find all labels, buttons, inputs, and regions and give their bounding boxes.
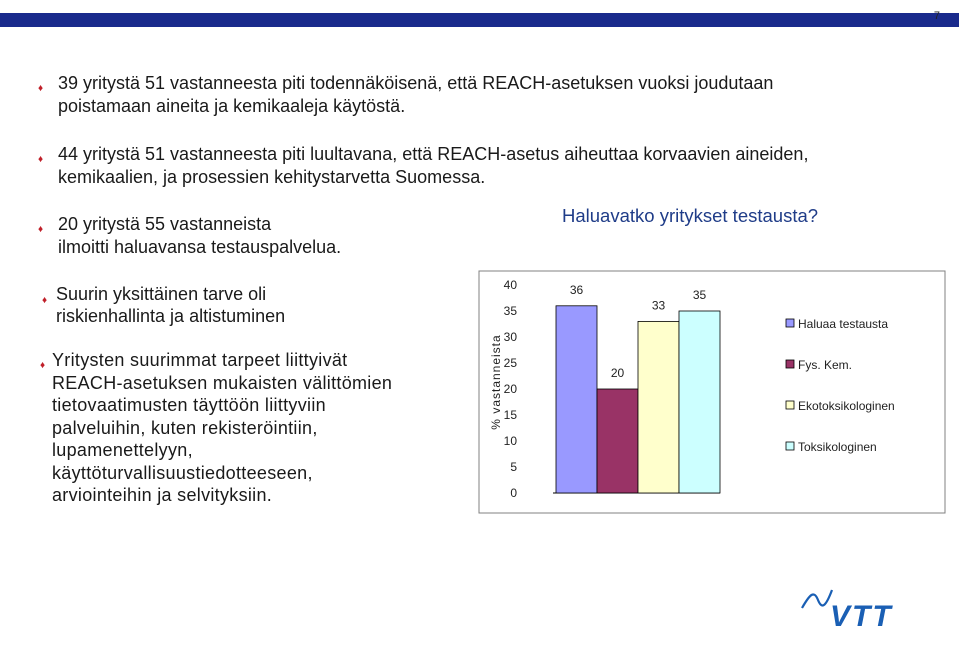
data-label: 20 bbox=[610, 366, 625, 380]
diamond-bullet-icon: ♦ bbox=[38, 154, 44, 165]
data-label: 36 bbox=[569, 282, 584, 297]
chart-title: Haluavatko yritykset testausta? bbox=[562, 205, 819, 226]
legend-swatch bbox=[786, 360, 794, 368]
y-tick-label: 20 bbox=[503, 382, 517, 396]
bullet-item: ♦ Yritysten suurimmat tarpeet liittyivät REACH-asetuksen mukaisten välittömien tietovaatimusten täyttöön liittyviin palveluihin, kuten rekisteröintiin, lupamenettelyyn, käyttöturvallisuustiedotteeseen, arviointeihin ja selvityksiin. bbox=[40, 350, 393, 505]
y-tick-label: 25 bbox=[503, 356, 517, 370]
diamond-bullet-icon: ♦ bbox=[38, 83, 44, 94]
bar bbox=[556, 306, 597, 493]
y-tick-label: 40 bbox=[503, 278, 517, 292]
legend-entry: Toksikologinen bbox=[798, 440, 877, 454]
bullet-item: ♦ 20 yritystä 55 vastanneista ilmoitti haluavansa testauspalvelua. bbox=[38, 214, 342, 257]
vtt-logo bbox=[800, 586, 915, 631]
legend-entry: Ekotoksikologinen bbox=[798, 399, 895, 413]
bullet-item: ♦ 44 yritystä 51 vastanneesta piti luultavana, että REACH-asetus aiheuttaa korvaavien aineiden, kemikaalien, ja prosessien kehitystarvetta Suomessa. bbox=[38, 144, 809, 187]
y-tick-label: 15 bbox=[503, 408, 517, 422]
page-number: 7 bbox=[933, 10, 940, 22]
legend-swatch bbox=[786, 319, 794, 327]
legend-swatch bbox=[786, 442, 794, 450]
y-axis-label: % vastanneista bbox=[489, 334, 503, 430]
y-tick-label: 10 bbox=[503, 434, 517, 448]
bullet-item: ♦ 39 yritystä 51 vastanneesta piti todennäköisenä, että REACH-asetuksen vuoksi joudutaan poistamaan aineita ja kemikaaleja käytöstä. bbox=[38, 73, 774, 116]
bullet-item: ♦ Suurin yksittäinen tarve oli riskienhallinta ja altistuminen bbox=[42, 284, 286, 326]
y-tick-label: 0 bbox=[510, 486, 517, 500]
y-tick-label: 35 bbox=[503, 304, 517, 318]
data-label: 33 bbox=[651, 298, 666, 313]
diamond-bullet-icon: ♦ bbox=[40, 360, 46, 371]
data-label: 35 bbox=[692, 288, 707, 302]
logo-wave-icon bbox=[802, 590, 832, 608]
legend-entry: Fys. Kem. bbox=[798, 358, 853, 372]
bar bbox=[638, 321, 679, 493]
legend-entry: Haluaa testausta bbox=[798, 317, 889, 331]
y-tick-label: 5 bbox=[510, 460, 517, 474]
bar bbox=[679, 311, 720, 493]
bar bbox=[597, 389, 638, 493]
logo-text: VTT bbox=[830, 600, 893, 631]
legend-swatch bbox=[786, 401, 794, 409]
y-tick-label: 30 bbox=[503, 330, 517, 344]
diamond-bullet-icon: ♦ bbox=[38, 224, 44, 235]
diamond-bullet-icon: ♦ bbox=[42, 295, 48, 306]
